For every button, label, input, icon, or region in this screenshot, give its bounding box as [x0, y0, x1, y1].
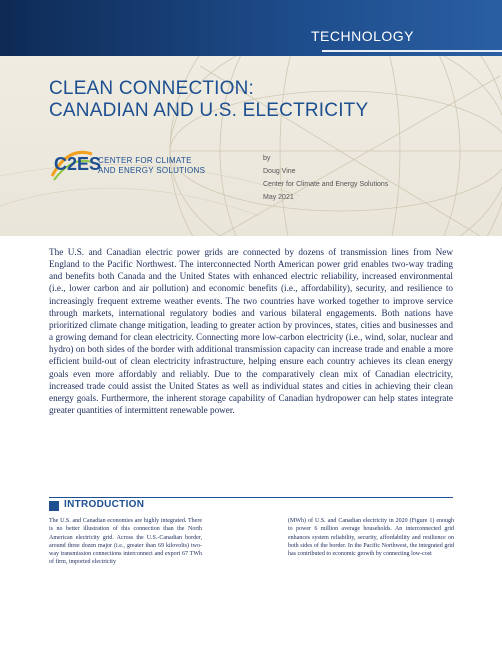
- summary-paragraph: The U.S. and Canadian electric power grids are connected by dozens of transmission lines from New England to the Pacific Northwest. The interconnected North American power grid enables two-way trading and benefits both Canada and the United States with enhanced electric reliability, increased environmental (i.e., lower carbon and air pollution) and economic benefits (i.e., affordability), security, and resilience to increasingly frequent extreme weather events. The two countries have worked together to improve service through markets, international regulatory bodies and various bilateral engagements. Both nations have prioritized climate change mitigation, leading to greater action by provinces, states, cities and businesses and a growing demand for clean electricity. Connecting more low-carbon electricity (i.e., wind, solar, nuclear and hydro) on both sides of the border with additional transmission capacity can increase trade and enable a more efficient build-out of clean electricity infrastructure, helping ensure each country achieves its clean energy goals even more affordably and reliably. Due to the comparatively clean mix of Canadian electricity, increased trade could assist the United States as well as individual states and cities in achieving their clean energy goals. Furthermore, the inherent storage capability of Canadian hydropower can help states integrate greater quantities of intermittent renewable power.: [49, 247, 453, 416]
- header-bar: [0, 0, 502, 56]
- heading-square-icon: [49, 501, 59, 511]
- c2es-logo: [48, 146, 238, 186]
- header-divider: [322, 50, 502, 52]
- title-line-1: CLEAN CONNECTION:: [49, 78, 255, 99]
- introduction-column-left: The U.S. and Canadian economies are highly integrated. There is no better illustration of this connection than the North American electricity grid. Across the U.S.-Canadian border, around three dozen major (i.e., greater than 69 kilovolts) two-way transmission connections interconnect and export 67 TWh of firm, imported electricity: [49, 518, 202, 566]
- byline: [263, 152, 463, 204]
- logo-org-line-1: CENTER FOR CLIMATE: [98, 156, 192, 165]
- title-line-2: CANADIAN AND U.S. ELECTRICITY: [49, 100, 369, 121]
- byline-author: Doug Vine: [263, 168, 296, 175]
- logo-org-line-2: AND ENERGY SOLUTIONS: [98, 166, 206, 175]
- logo-org-name: [98, 156, 248, 176]
- byline-date: May 2021: [263, 194, 294, 201]
- section-label: TECHNOLOGY: [310, 28, 414, 44]
- byline-by: by: [263, 155, 271, 162]
- byline-organization: Center for Climate and Energy Solutions: [263, 181, 389, 188]
- page-title: [49, 78, 469, 122]
- introduction-column-right: (MWh) of U.S. and Canadian electricity in 2020 (Figure 1) enough to power 6 million average households. An interconnected grid enhances system reliability, security, affordability and resilience on both sides of the border. In the Pacific Northwest, the integrated grid has contributed to economic growth by connecting low-cost: [288, 518, 454, 558]
- introduction-heading-text: INTRODUCTION: [64, 499, 145, 510]
- introduction-heading: [49, 497, 453, 512]
- logo-mark-text: C2ES: [54, 154, 102, 174]
